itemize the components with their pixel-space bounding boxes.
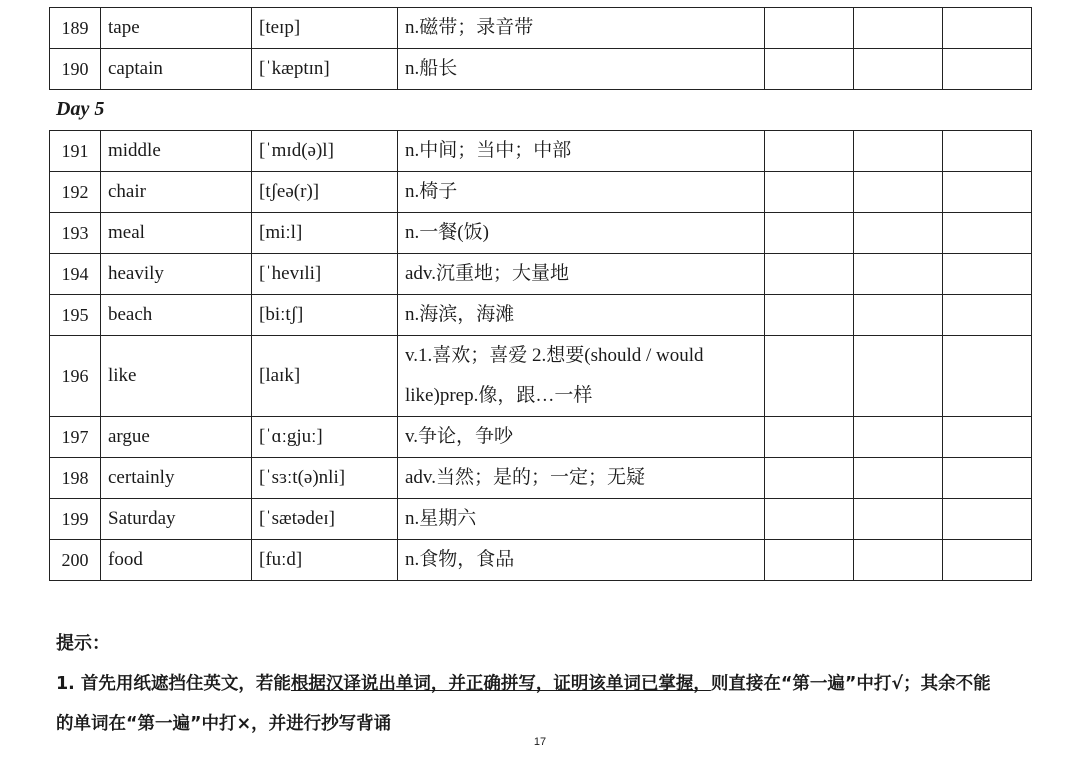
phonetic-cell: [biːtʃ] <box>252 295 398 336</box>
third-pass-check-cell[interactable] <box>943 131 1032 172</box>
third-pass-check-cell[interactable] <box>943 540 1032 581</box>
table-row <box>50 172 1032 213</box>
tips-line-1 <box>56 670 991 695</box>
second-pass-check-cell[interactable] <box>854 499 943 540</box>
second-pass-check-cell[interactable] <box>854 336 943 417</box>
word-cell: meal <box>101 213 252 254</box>
phonetic-cell: [ˈsɜːt(ə)nli] <box>252 458 398 499</box>
phonetic-cell: [laɪk] <box>252 336 398 417</box>
word-number: 197 <box>50 417 101 458</box>
second-pass-check-cell[interactable] <box>854 295 943 336</box>
word-number: 194 <box>50 254 101 295</box>
word-cell: like <box>101 336 252 417</box>
vocab-table-top <box>49 7 1032 90</box>
word-cell: chair <box>101 172 252 213</box>
word-cell: argue <box>101 417 252 458</box>
first-pass-check-cell[interactable] <box>765 254 854 295</box>
word-cell: heavily <box>101 254 252 295</box>
tips-line-1-underlined: 根据汉译说出单词，并正确拼写，证明该单词已掌握， <box>290 674 711 694</box>
word-number: 189 <box>50 8 101 49</box>
second-pass-check-cell[interactable] <box>854 131 943 172</box>
first-pass-check-cell[interactable] <box>765 336 854 417</box>
first-pass-check-cell[interactable] <box>765 499 854 540</box>
meaning-cell: n.一餐(饭) <box>398 213 765 254</box>
third-pass-check-cell[interactable] <box>943 172 1032 213</box>
table-row <box>50 499 1032 540</box>
meaning-cell: n.海滨，海滩 <box>398 295 765 336</box>
day-heading: Day 5 <box>56 98 105 120</box>
phonetic-cell: [teɪp] <box>252 8 398 49</box>
first-pass-check-cell[interactable] <box>765 540 854 581</box>
third-pass-check-cell[interactable] <box>943 458 1032 499</box>
table-row <box>50 49 1032 90</box>
second-pass-check-cell[interactable] <box>854 540 943 581</box>
word-cell: certainly <box>101 458 252 499</box>
phonetic-cell: [miːl] <box>252 213 398 254</box>
page-number: 17 <box>533 736 547 748</box>
word-number: 191 <box>50 131 101 172</box>
first-pass-check-cell[interactable] <box>765 8 854 49</box>
first-pass-check-cell[interactable] <box>765 458 854 499</box>
phonetic-cell: [ˈkæptɪn] <box>252 49 398 90</box>
table-row <box>50 254 1032 295</box>
table-row <box>50 8 1032 49</box>
second-pass-check-cell[interactable] <box>854 172 943 213</box>
phonetic-cell: [tʃeə(r)] <box>252 172 398 213</box>
meaning-cell: n.磁带；录音带 <box>398 8 765 49</box>
word-cell: captain <box>101 49 252 90</box>
word-cell: Saturday <box>101 499 252 540</box>
meaning-cell: v.争论，争吵 <box>398 417 765 458</box>
table-row <box>50 213 1032 254</box>
phonetic-cell: [ˈmɪd(ə)l] <box>252 131 398 172</box>
meaning-cell: v.1.喜欢；喜爱 2.想要(should / would like)prep.像，跟…一样 <box>398 336 765 417</box>
tips-line-2: 的单词在“第一遍”中打×，并进行抄写背诵 <box>56 714 392 734</box>
third-pass-check-cell[interactable] <box>943 254 1032 295</box>
phonetic-cell: [ˈhevɪli] <box>252 254 398 295</box>
first-pass-check-cell[interactable] <box>765 131 854 172</box>
word-number: 199 <box>50 499 101 540</box>
phonetic-cell: [fuːd] <box>252 540 398 581</box>
second-pass-check-cell[interactable] <box>854 254 943 295</box>
phonetic-cell: [ˈsætədeɪ] <box>252 499 398 540</box>
word-number: 195 <box>50 295 101 336</box>
table-row <box>50 295 1032 336</box>
word-number: 198 <box>50 458 101 499</box>
third-pass-check-cell[interactable] <box>943 8 1032 49</box>
word-number: 193 <box>50 213 101 254</box>
meaning-cell: n.食物，食品 <box>398 540 765 581</box>
third-pass-check-cell[interactable] <box>943 49 1032 90</box>
word-number: 200 <box>50 540 101 581</box>
third-pass-check-cell[interactable] <box>943 213 1032 254</box>
word-cell: middle <box>101 131 252 172</box>
second-pass-check-cell[interactable] <box>854 49 943 90</box>
second-pass-check-cell[interactable] <box>854 8 943 49</box>
third-pass-check-cell[interactable] <box>943 295 1032 336</box>
second-pass-check-cell[interactable] <box>854 417 943 458</box>
third-pass-check-cell[interactable] <box>943 417 1032 458</box>
word-cell: food <box>101 540 252 581</box>
tips-line-1-start: 1. 首先用纸遮挡住英文，若能 <box>56 674 291 694</box>
vocab-table-day5 <box>49 130 1032 581</box>
word-number: 196 <box>50 336 101 417</box>
first-pass-check-cell[interactable] <box>765 172 854 213</box>
first-pass-check-cell[interactable] <box>765 49 854 90</box>
word-number: 192 <box>50 172 101 213</box>
tips-line-1-end: 则直接在“第一遍”中打√；其余不能 <box>710 674 991 694</box>
table-row <box>50 131 1032 172</box>
first-pass-check-cell[interactable] <box>765 417 854 458</box>
phonetic-cell: [ˈɑːgjuː] <box>252 417 398 458</box>
first-pass-check-cell[interactable] <box>765 295 854 336</box>
meaning-cell: adv.沉重地；大量地 <box>398 254 765 295</box>
word-cell: beach <box>101 295 252 336</box>
second-pass-check-cell[interactable] <box>854 458 943 499</box>
second-pass-check-cell[interactable] <box>854 213 943 254</box>
third-pass-check-cell[interactable] <box>943 499 1032 540</box>
meaning-cell: n.椅子 <box>398 172 765 213</box>
meaning-cell: n.星期六 <box>398 499 765 540</box>
third-pass-check-cell[interactable] <box>943 336 1032 417</box>
meaning-cell: n.中间；当中；中部 <box>398 131 765 172</box>
meaning-cell: adv.当然；是的；一定；无疑 <box>398 458 765 499</box>
table-row <box>50 336 1032 417</box>
table-row <box>50 540 1032 581</box>
meaning-cell: n.船长 <box>398 49 765 90</box>
word-cell: tape <box>101 8 252 49</box>
tips-heading: 提示： <box>56 633 110 654</box>
word-number: 190 <box>50 49 101 90</box>
first-pass-check-cell[interactable] <box>765 213 854 254</box>
table-row <box>50 417 1032 458</box>
table-row <box>50 458 1032 499</box>
